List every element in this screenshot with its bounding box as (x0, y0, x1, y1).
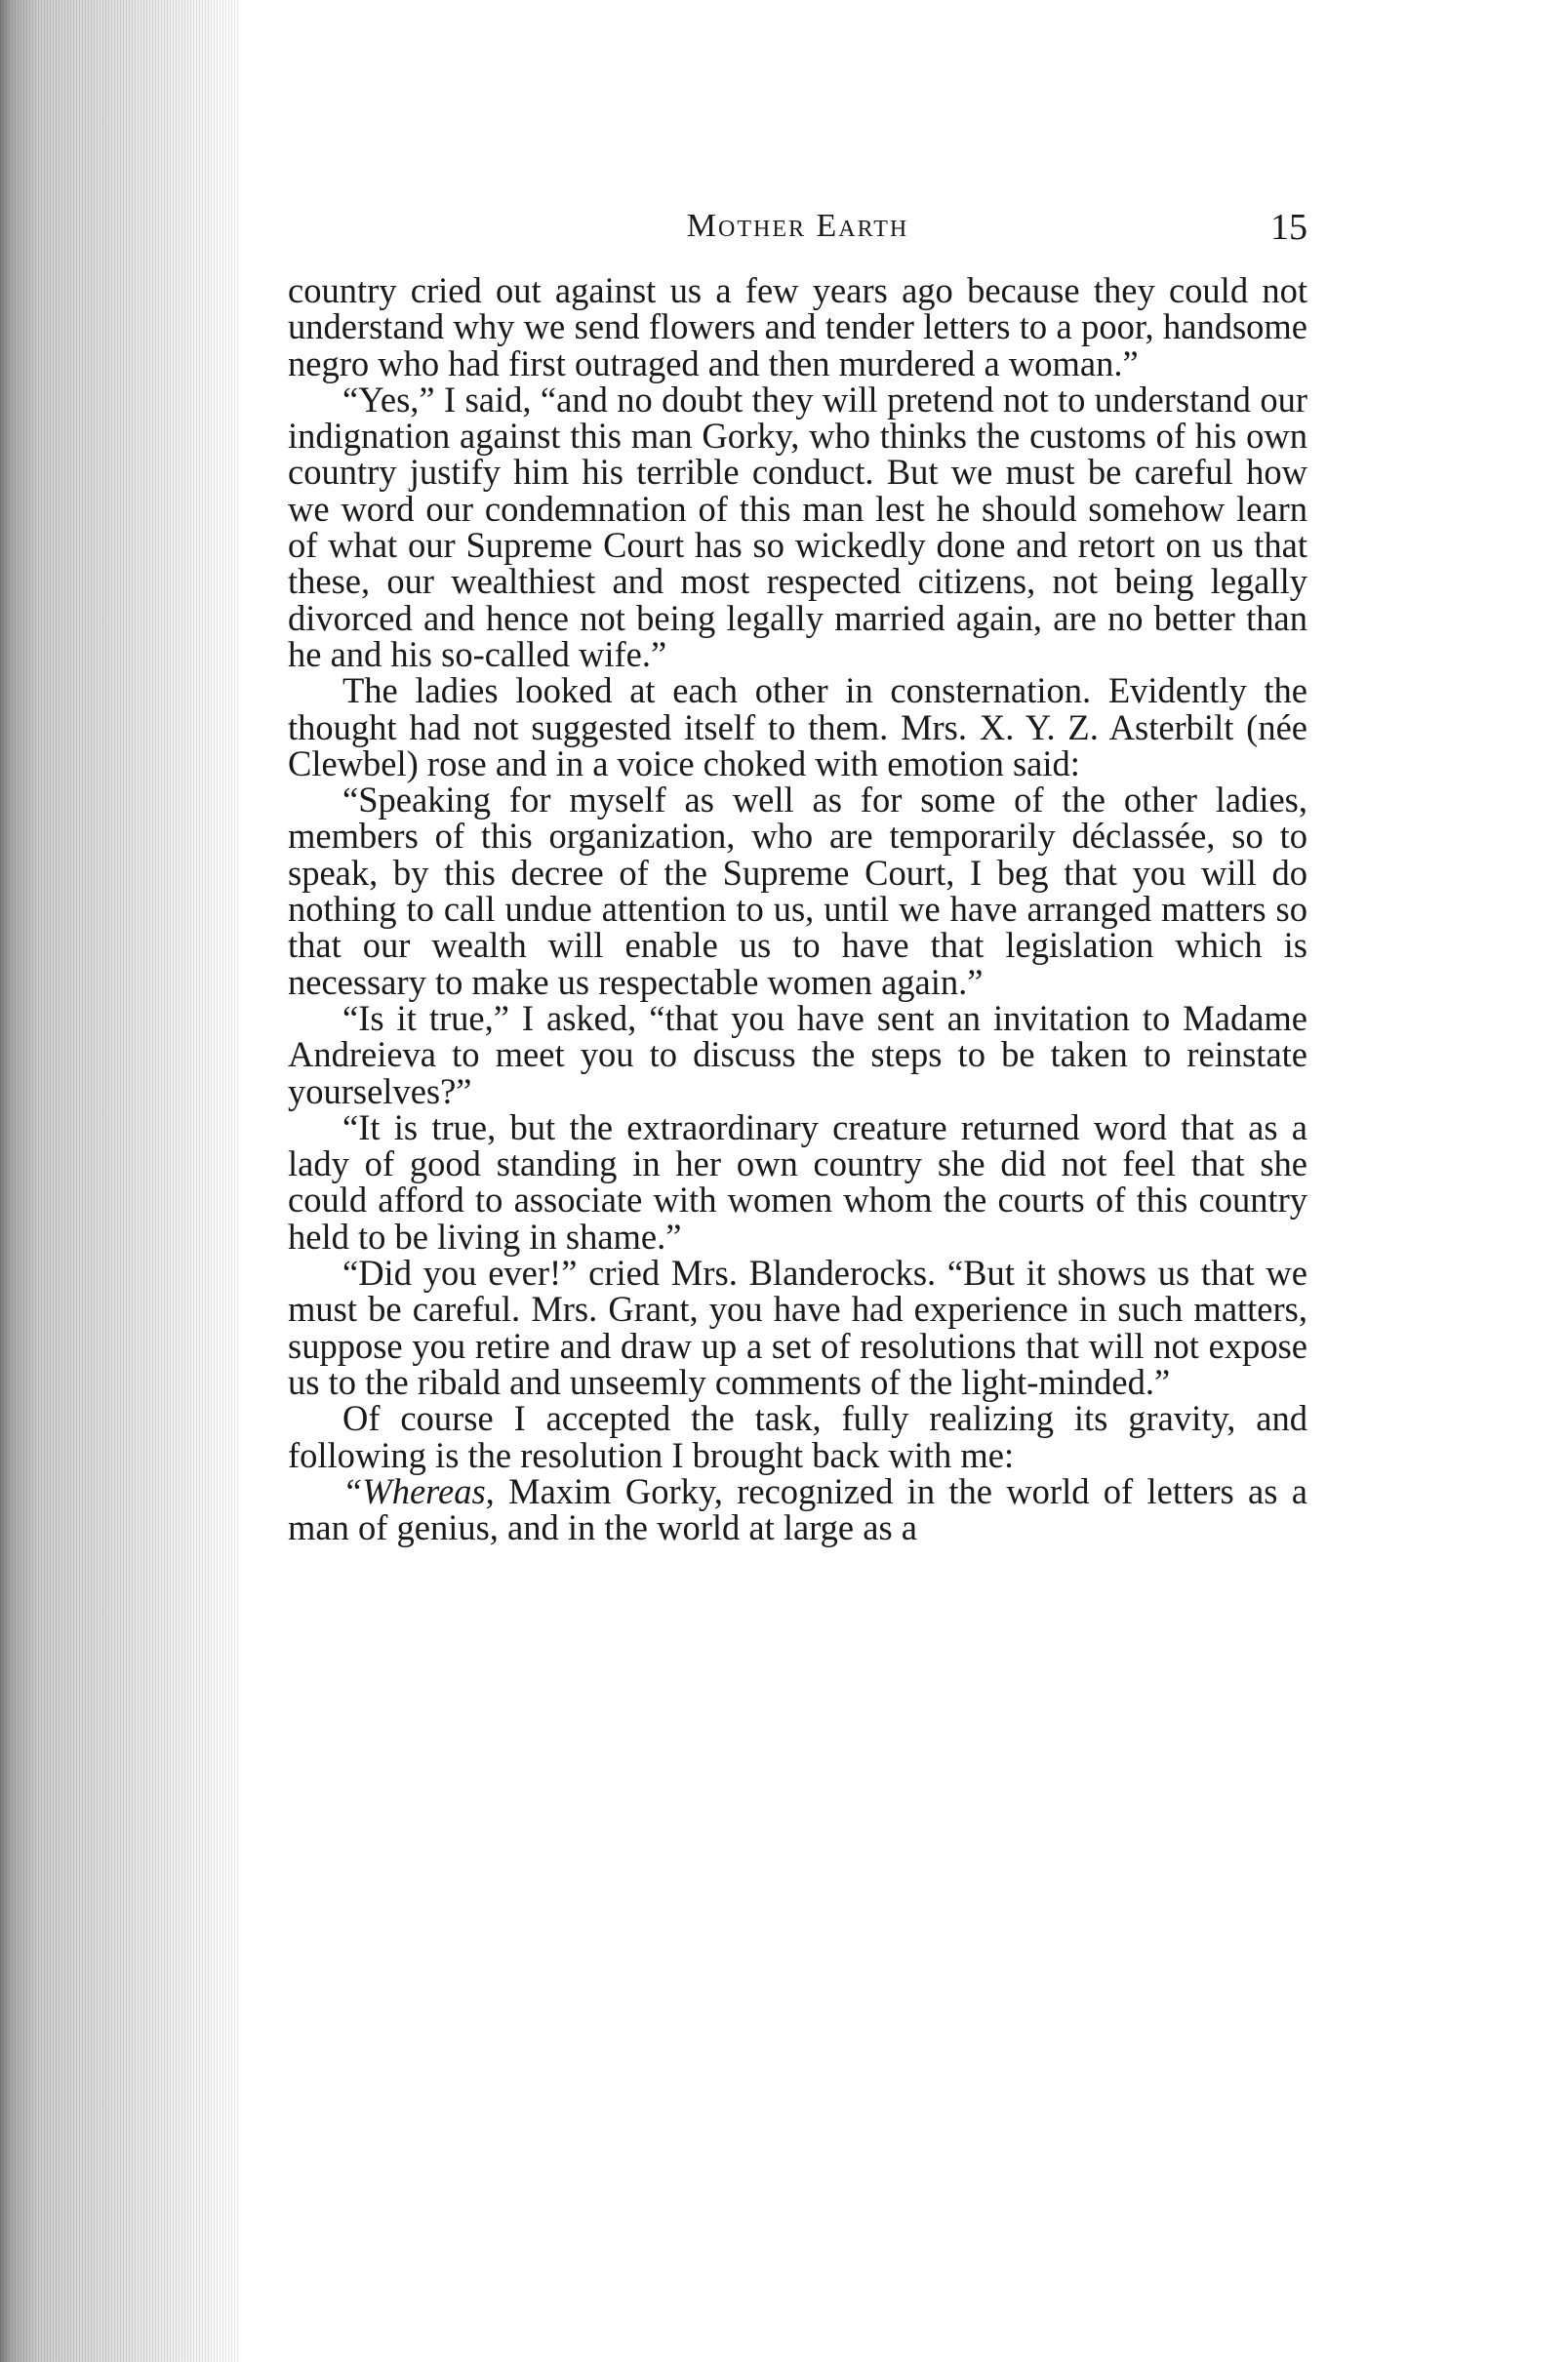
body-text (288, 270, 1307, 1548)
paragraph-3: The ladies looked at each other in consternation. Evidently the thought had not suggested itself to them. Mrs. X. Y. Z. Asterbilt (née Clewbel) rose and in a voice choked with emotion said: (288, 670, 1307, 783)
paragraph-4: “Speaking for myself as well as for some of the other ladies, members of this organization, who are temporarily déclassée, so to speak, by this decree of the Supreme Court, I beg that you will do nothing to call undue attention to us, until we have arranged matters so that our wealth will enable us to have that legislation which is necessary to make us respectable women again.” (288, 780, 1307, 1002)
resolution-text: Maxim Gorky, recognized in the world of letters as a man of genius, and in the world at large as a (288, 1470, 1307, 1548)
page-number: 15 (1270, 207, 1307, 248)
paragraph-9 (288, 1470, 1307, 1548)
paragraph-1: country cried out against us a few years ago because they could not understand why we send flowers and tender letters to a poor, handsome negro who had first outraged and then murdered a woman.” (288, 270, 1307, 383)
paragraph-7: “Did you ever!” cried Mrs. Blanderocks. “But it shows us that we must be careful. Mrs. Grant, you have had experience in such matters, suppose you retire and draw up a set of resolutions that will not expose us to the ribald and unseemly comments of the light-minded.” (288, 1253, 1307, 1402)
paragraph-5: “Is it true,” I asked, “that you have sent an invitation to Madame Andreieva to meet you to discuss the steps to be taken to reinstate yourselves?” (288, 997, 1307, 1111)
page-binding-shadow (0, 0, 239, 2362)
paragraph-6: “It is true, but the extraordinary creature returned word that as a lady of good standing in her own country she did not feel that she could afford to associate with women whom the courts of this country held to be living in shame.” (288, 1106, 1307, 1257)
paragraph-2: “Yes,” I said, “and no doubt they will pretend not to understand our indignation against this man Gorky, who thinks the customs of his own country justify him his terrible conduct. But we must be careful how we word our condemnation of this man lest he should somehow learn of what our Supreme Court has so wickedly done and retort on us that these, our wealthiest and most respected citizens, not being legally divorced and hence not being legally married again, are no better than he and his so-called wife.” (288, 379, 1307, 674)
running-title: Mother Earth (686, 208, 909, 244)
running-head (288, 200, 1307, 259)
book-page (288, 200, 1307, 1548)
resolution-whereas: “Whereas, (342, 1470, 495, 1511)
paragraph-8: Of course I accepted the task, fully realizing its gravity, and following is the resolution I brought back with me: (288, 1398, 1307, 1475)
